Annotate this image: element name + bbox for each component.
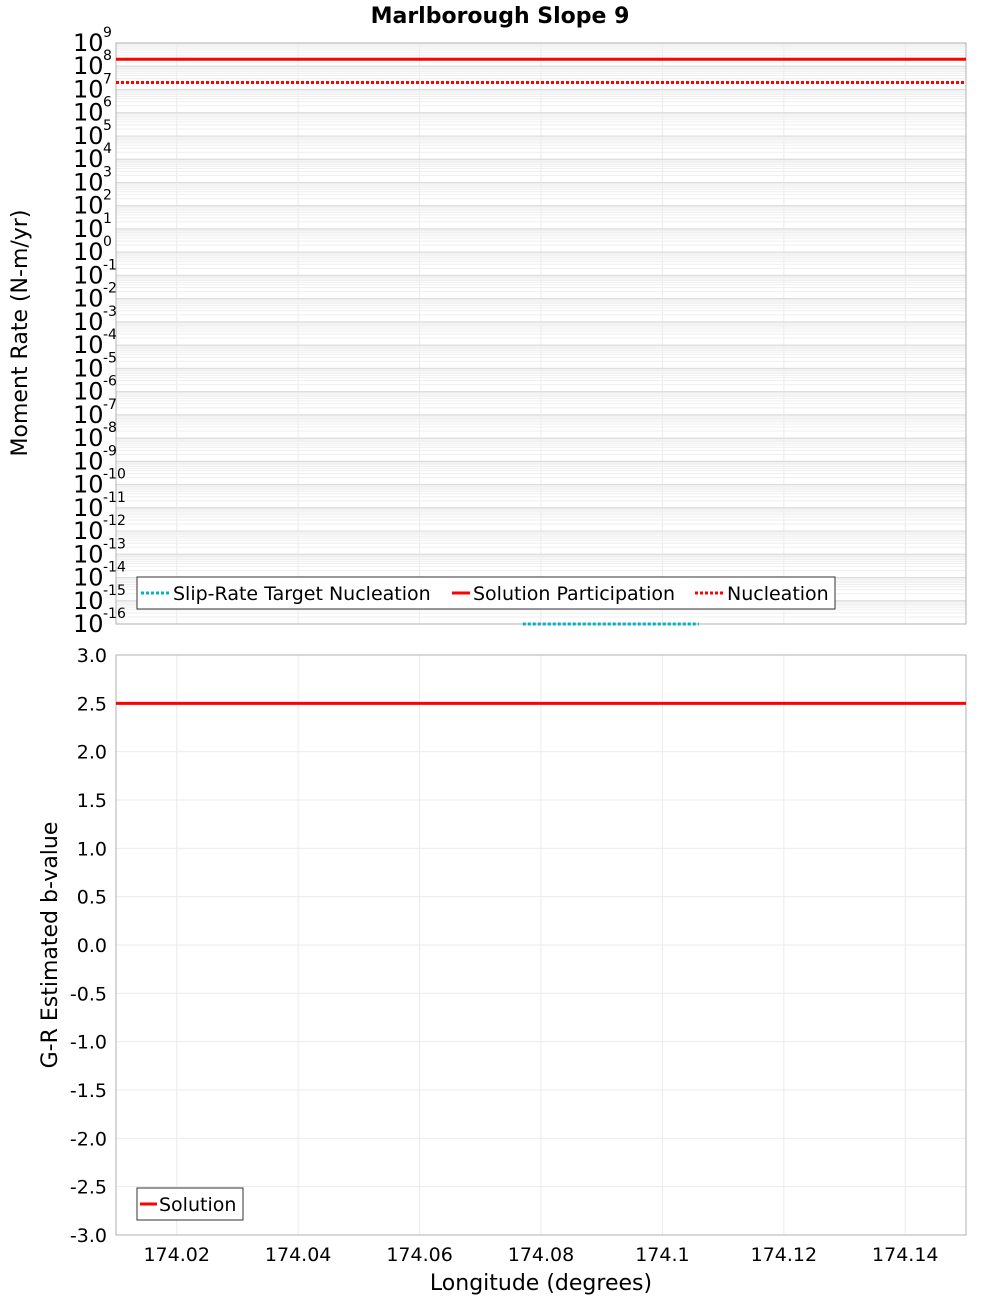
- top-y-tick-exponent: 0: [103, 234, 112, 251]
- top-y-tick-exponent: -5: [103, 350, 117, 367]
- top-y-tick-base: 10: [73, 331, 104, 360]
- top-y-tick-base: 10: [73, 610, 104, 638]
- top-y-tick-base: 10: [73, 354, 104, 383]
- top-y-tick-base: 10: [73, 238, 104, 267]
- top-y-tick-exponent: -3: [103, 303, 117, 320]
- top-y-tick-base: 10: [73, 517, 104, 546]
- top-y-tick-exponent: -7: [103, 396, 117, 413]
- x-tick-label: 174.12: [750, 1244, 818, 1266]
- bottom-y-tick-label: -2.5: [69, 1176, 107, 1199]
- bottom-legend: [137, 1188, 243, 1220]
- bottom-y-tick-label: -3.0: [69, 1225, 107, 1247]
- top-y-tick-base: 10: [73, 586, 104, 615]
- top-y-tick-base: 10: [73, 563, 104, 592]
- top-y-tick-exponent: 7: [103, 71, 112, 88]
- bottom-y-tick-label: 1.5: [76, 790, 107, 812]
- bottom-y-tick-label: -2.0: [69, 1128, 107, 1151]
- top-y-tick-exponent: 9: [103, 25, 112, 41]
- top-y-tick-exponent: 5: [103, 117, 112, 134]
- bottom-y-axis-title: G-R Estimated b-value: [38, 821, 63, 1069]
- top-y-tick-base: 10: [73, 377, 104, 406]
- bottom-y-tick-label: 3.0: [76, 645, 107, 667]
- top-y-tick-exponent: 2: [103, 187, 112, 204]
- legend-label-nucleation: Nucleation: [727, 583, 829, 605]
- top-y-tick-exponent: -16: [103, 606, 126, 622]
- top-legend: [137, 577, 835, 609]
- bottom-y-tick-label: 0.5: [76, 886, 107, 909]
- legend-label-solution-participation: Solution Participation: [473, 583, 676, 605]
- top-y-tick-base: 10: [73, 168, 104, 197]
- top-gridlines: [116, 43, 966, 624]
- top-y-tick-base: 10: [73, 400, 104, 429]
- top-y-tick-exponent: 6: [103, 94, 112, 111]
- x-tick-label: 174.08: [507, 1244, 575, 1266]
- top-y-tick-exponent: -6: [103, 373, 117, 390]
- top-y-tick-exponent: -11: [103, 489, 126, 506]
- top-y-tick-exponent: -9: [103, 443, 117, 460]
- legend-label-solution: Solution: [159, 1194, 237, 1216]
- moment-rate-panel: [8, 25, 966, 638]
- top-y-tick-exponent: -12: [103, 513, 126, 530]
- top-y-tick-exponent: -8: [103, 420, 117, 437]
- x-tick-label: 174.02: [143, 1244, 210, 1266]
- x-tick-label: 174.06: [386, 1244, 453, 1266]
- bottom-y-tick-label: -1.0: [69, 1031, 107, 1054]
- bottom-gridlines: [116, 655, 966, 1235]
- top-y-tick-base: 10: [73, 214, 104, 243]
- top-y-tick-base: 10: [73, 470, 104, 499]
- bottom-y-tick-label: -1.5: [69, 1080, 107, 1102]
- x-tick-label: 174.1: [635, 1244, 690, 1266]
- x-tick-label: 174.04: [264, 1244, 332, 1266]
- top-y-tick-base: 10: [73, 261, 104, 290]
- top-y-tick-exponent: 3: [103, 164, 112, 181]
- top-y-tick-base: 10: [73, 121, 104, 150]
- top-y-tick-base: 10: [73, 191, 104, 220]
- bottom-y-tick-label: 2.5: [76, 693, 107, 716]
- bottom-x-tick-labels: [143, 1244, 938, 1266]
- top-y-tick-base: 10: [73, 424, 104, 453]
- b-value-panel: [38, 645, 966, 1296]
- top-y-tick-exponent: 4: [103, 141, 112, 158]
- top-y-tick-base: 10: [73, 145, 104, 174]
- top-y-tick-base: 10: [73, 98, 104, 127]
- x-tick-label: 174.14: [872, 1244, 939, 1266]
- bottom-y-tick-label: 2.0: [76, 741, 107, 764]
- top-y-tick-exponent: -1: [103, 257, 117, 274]
- top-y-tick-base: 10: [73, 307, 104, 336]
- top-y-tick-exponent: -14: [103, 559, 126, 576]
- top-y-tick-base: 10: [73, 29, 104, 57]
- bottom-y-tick-label: -0.5: [69, 983, 107, 1006]
- top-y-tick-exponent: -10: [103, 466, 126, 483]
- top-y-tick-base: 10: [73, 540, 104, 569]
- legend-label-slip-rate-target-nucleation: Slip-Rate Target Nucleation: [173, 583, 431, 605]
- bottom-y-tick-label: 0.0: [76, 935, 107, 957]
- bottom-y-tick-label: 1.0: [76, 838, 107, 861]
- top-y-tick-exponent: 1: [103, 210, 112, 227]
- top-y-tick-exponent: -4: [103, 327, 117, 344]
- top-y-tick-base: 10: [73, 284, 104, 313]
- top-y-tick-exponent: -13: [103, 536, 126, 553]
- top-y-tick-base: 10: [73, 75, 104, 104]
- top-y-tick-exponent: -2: [103, 280, 117, 297]
- bottom-y-tick-labels: [70, 645, 107, 1247]
- x-axis-title: Longitude (degrees): [429, 1271, 653, 1296]
- top-y-tick-base: 10: [73, 52, 104, 81]
- top-y-tick-exponent: -15: [103, 582, 126, 599]
- top-y-tick-base: 10: [73, 447, 104, 476]
- top-y-axis-title: Moment Rate (N-m/yr): [8, 209, 33, 457]
- top-y-tick-exponent: 8: [103, 48, 112, 65]
- top-y-tick-base: 10: [73, 493, 104, 522]
- chart-title: Marlborough Slope 9: [370, 4, 630, 29]
